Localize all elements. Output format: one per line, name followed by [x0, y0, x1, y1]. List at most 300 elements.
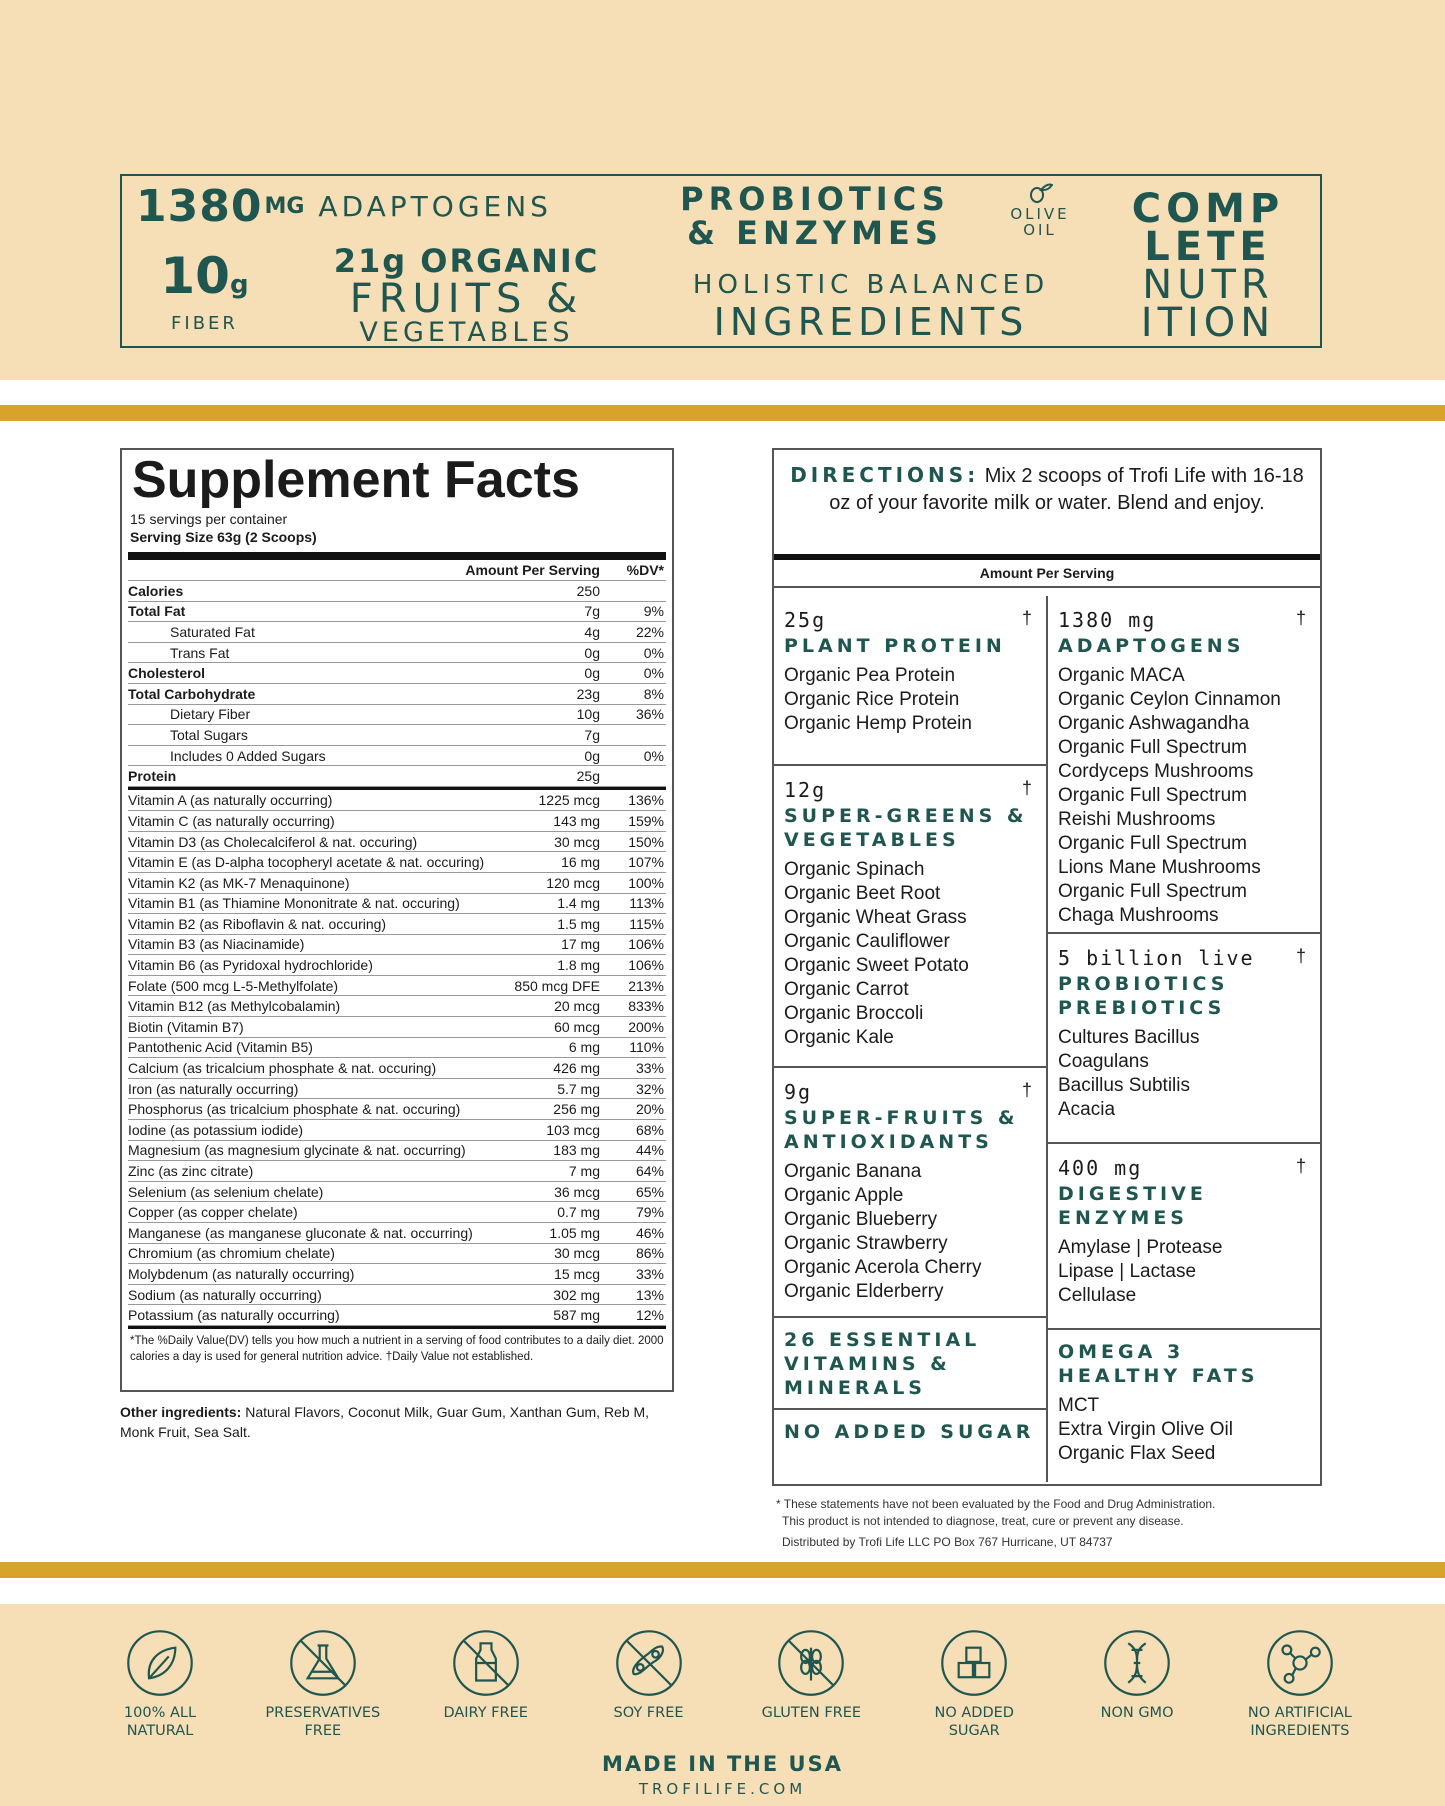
badge-label-line-1: 100% ALL: [123, 1705, 197, 1721]
vitamin-row: [128, 955, 666, 976]
nutrient-amount: 0g: [406, 745, 606, 766]
badge-label-line-1: NON GMO: [1100, 1705, 1174, 1721]
ingredient-item: Coagulans: [1058, 1051, 1149, 1072]
badge-label-line-2: NATURAL: [126, 1723, 194, 1739]
ingredient-item: Organic Apple: [784, 1185, 904, 1206]
directions-body: Mix 2 scoops of Trofi Life with 16-18 oz of your favorite milk or water. Blend and enjoy.: [829, 465, 1304, 514]
macro-row: [128, 642, 666, 663]
olive-oil-feature: [984, 176, 1096, 258]
nutrient-dv: [606, 581, 666, 602]
dagger-mark: †: [1295, 1156, 1306, 1176]
ingredient-item: MCT: [1058, 1395, 1100, 1416]
vitamin-amount: 103 mcg: [496, 1120, 606, 1141]
block-items: [1058, 664, 1310, 928]
vitamin-name: Calcium (as tricalcium phosphate & nat. occuring): [128, 1058, 496, 1079]
badge-label-line-1: NO ARTIFICIAL: [1247, 1705, 1352, 1721]
ingredient-item: Organic Full Spectrum: [1058, 785, 1248, 806]
badge-label: [1230, 1704, 1370, 1740]
ingredient-item: Organic Ashwagandha: [1058, 713, 1250, 734]
nutrient-amount: 23g: [406, 684, 606, 705]
nutrient-dv: 36%: [606, 704, 666, 725]
supplement-facts-panel: [120, 448, 674, 1392]
ingredient-item: Organic Full Spectrum: [1058, 881, 1248, 902]
vitamin-name: Potassium (as naturally occurring): [128, 1305, 496, 1326]
block-amount: 400 mg: [1058, 1156, 1143, 1180]
nutrient-dv: 8%: [606, 684, 666, 705]
nutrient-dv: [606, 725, 666, 746]
macro-row: [128, 766, 666, 787]
ingredient-item: Chaga Mushrooms: [1058, 905, 1219, 926]
sugar-cubes-icon: [939, 1628, 1009, 1698]
macro-row: [128, 601, 666, 622]
ingredient-item: Cellulase: [1058, 1285, 1137, 1306]
nutrient-dv: 0%: [606, 663, 666, 684]
amount-per-serving-header: Amount Per Serving: [406, 560, 606, 581]
vitamin-amount: 850 mcg DFE: [496, 975, 606, 996]
vitamin-dv: 12%: [606, 1305, 666, 1326]
gold-divider-bottom: [0, 1562, 1445, 1578]
block-items: [1058, 1394, 1310, 1466]
fruits-feature: [287, 236, 646, 348]
macro-row: [128, 622, 666, 643]
nutrient-dv: 9%: [606, 601, 666, 622]
vitamin-row: [128, 1058, 666, 1079]
vitamin-amount: 17 mg: [496, 934, 606, 955]
other-ingredients-text: Natural Flavors, Coconut Milk, Guar Gum, Xanthan Gum, Reb M, Monk Fruit, Sea Salt.: [120, 1404, 650, 1440]
block-items: [784, 1160, 1036, 1304]
vitamin-amount: 30 mcg: [496, 1243, 606, 1264]
nutrient-name: Total Fat: [128, 601, 406, 622]
vitamin-row: [128, 1161, 666, 1182]
feature-grid: [120, 174, 1322, 348]
nutrient-name: Saturated Fat: [128, 622, 406, 643]
vitamin-amount: 30 mcg: [496, 831, 606, 852]
badge: [1067, 1628, 1207, 1740]
fiber-label: FIBER: [171, 313, 238, 334]
vitamin-amount: 1225 mcg: [496, 790, 606, 811]
block-amount: 12g: [784, 778, 827, 802]
vitamin-name: Vitamin B12 (as Methylcobalamin): [128, 996, 496, 1017]
ingredient-item: Organic Wheat Grass: [784, 907, 967, 928]
ingredient-block: [774, 1068, 1046, 1318]
ingredient-block: [774, 1318, 1046, 1410]
vitamin-dv: 65%: [606, 1181, 666, 1202]
vitamin-row: [128, 852, 666, 873]
fruits-line-3: VEGETABLES: [359, 317, 574, 348]
block-title: 26 ESSENTIAL VITAMINS & MINERALS: [784, 1329, 981, 1399]
top-banner: [0, 0, 1445, 380]
block-amount: 25g: [784, 608, 827, 632]
vitamin-amount: 1.05 mg: [496, 1223, 606, 1244]
facts-table: [128, 560, 666, 787]
vitamin-name: Sodium (as naturally occurring): [128, 1284, 496, 1305]
gold-divider-top: [0, 405, 1445, 421]
disclaimer: [776, 1496, 1336, 1551]
dagger-mark: †: [1295, 608, 1306, 628]
vitamin-name: Biotin (Vitamin B7): [128, 1017, 496, 1038]
vitamin-row: [128, 1099, 666, 1120]
vitamin-row: [128, 1264, 666, 1285]
nutrient-name: Protein: [128, 766, 406, 787]
nutrient-amount: 4g: [406, 622, 606, 643]
nutrient-dv: 0%: [606, 642, 666, 663]
nutrient-dv: 0%: [606, 745, 666, 766]
vitamin-row: [128, 893, 666, 914]
complete-line-3: NUTR: [1142, 262, 1274, 308]
vitamin-row: [128, 1243, 666, 1264]
ingredient-item: Amylase | Protease: [1058, 1237, 1223, 1258]
ingredient-block: [1048, 596, 1320, 934]
complete-line-1: COMP: [1131, 186, 1285, 232]
milk-bottle-icon: [451, 1628, 521, 1698]
vitamin-name: Iodine (as potassium iodide): [128, 1120, 496, 1141]
complete-line-4: ITION: [1140, 300, 1276, 346]
vitamin-amount: 183 mg: [496, 1140, 606, 1161]
vitamin-amount: 302 mg: [496, 1284, 606, 1305]
block-title: PROBIOTICS PREBIOTICS: [1058, 973, 1229, 1019]
vitamin-row: [128, 811, 666, 832]
fruits-line-2: FRUITS &: [349, 276, 584, 322]
ingredient-item: Organic Hemp Protein: [784, 713, 972, 734]
badge: [416, 1628, 556, 1740]
ingredient-item: Lipase | Lactase: [1058, 1261, 1197, 1282]
vitamin-name: Vitamin K2 (as MK-7 Menaquinone): [128, 872, 496, 893]
badge-row: [90, 1628, 1370, 1740]
vitamin-dv: 106%: [606, 934, 666, 955]
adaptogens-unit: MG: [264, 193, 305, 219]
block-amount: 9g: [784, 1080, 813, 1104]
vitamin-amount: 6 mg: [496, 1037, 606, 1058]
probiotics-line-1: PROBIOTICS: [680, 180, 950, 218]
vitamin-dv: 113%: [606, 893, 666, 914]
vitamin-row: [128, 934, 666, 955]
ingredient-item: Organic Full Spectrum: [1058, 737, 1248, 758]
nutrient-name: Total Sugars: [128, 725, 406, 746]
bottom-banner: [0, 1604, 1445, 1806]
vitamin-dv: 115%: [606, 914, 666, 935]
complete-nutrition-feature: [1096, 176, 1320, 348]
vitamin-row: [128, 1181, 666, 1202]
holistic-line-2: INGREDIENTS: [713, 300, 1029, 344]
supplement-facts-title: Supplement Facts: [132, 451, 580, 509]
facts-header-row: [128, 560, 666, 581]
ingredient-item: Organic Pea Protein: [784, 665, 956, 686]
vitamin-name: Vitamin B2 (as Riboflavin & nat. occuring): [128, 914, 496, 935]
fiber-unit: g: [229, 270, 249, 300]
ingredient-block: [1048, 934, 1320, 1144]
vitamin-row: [128, 996, 666, 1017]
vitamin-name: Pantothenic Acid (Vitamin B5): [128, 1037, 496, 1058]
vitamin-row: [128, 1017, 666, 1038]
vitamin-dv: 44%: [606, 1140, 666, 1161]
dv-header: %DV*: [606, 560, 666, 581]
vitamin-name: Vitamin A (as naturally occurring): [128, 790, 496, 811]
nutrient-amount: 10g: [406, 704, 606, 725]
nutrient-amount: 0g: [406, 642, 606, 663]
ingredients-left-column: [774, 596, 1048, 1482]
vitamin-name: Vitamin B3 (as Niacinamide): [128, 934, 496, 955]
vitamin-dv: 136%: [606, 790, 666, 811]
macro-row: [128, 684, 666, 705]
ingredient-item: Extra Virgin Olive Oil: [1058, 1419, 1233, 1440]
probiotics-feature: [646, 176, 984, 258]
fiber-feature: [122, 236, 287, 348]
directions-text: [774, 450, 1320, 560]
badge: [90, 1628, 230, 1740]
vitamin-dv: 159%: [606, 811, 666, 832]
ingredients-right-column: [1048, 596, 1320, 1478]
serving-size: Serving Size 63g (2 Scoops): [130, 529, 317, 545]
vitamin-dv: 79%: [606, 1202, 666, 1223]
block-title: NO ADDED SUGAR: [784, 1421, 1035, 1443]
macro-row: [128, 745, 666, 766]
vitamin-name: Vitamin B6 (as Pyridoxal hydrochloride): [128, 955, 496, 976]
ingredient-item: Organic MACA: [1058, 665, 1185, 686]
nutrient-name: Trans Fat: [128, 642, 406, 663]
badge-label: [741, 1704, 881, 1722]
vitamin-row: [128, 1140, 666, 1161]
thick-rule: [128, 552, 666, 560]
nutrient-amount: 0g: [406, 663, 606, 684]
nutrient-name: Includes 0 Added Sugars: [128, 745, 406, 766]
vitamin-dv: 200%: [606, 1017, 666, 1038]
ingredient-item: Organic Strawberry: [784, 1233, 948, 1254]
badge-label: [904, 1704, 1044, 1740]
block-items: [1058, 1026, 1310, 1122]
website-text: TROFILIFE.COM: [638, 1780, 807, 1798]
nutrient-amount: 7g: [406, 725, 606, 746]
badge-label: [1067, 1704, 1207, 1722]
vitamin-dv: 33%: [606, 1058, 666, 1079]
vitamin-row: [128, 831, 666, 852]
vitamin-dv: 68%: [606, 1120, 666, 1141]
vitamin-dv: 20%: [606, 1099, 666, 1120]
vitamin-amount: 16 mg: [496, 852, 606, 873]
nutrient-amount: 25g: [406, 766, 606, 787]
ingredient-item: Lions Mane Mushrooms: [1058, 857, 1261, 878]
ingredient-item: Organic Blueberry: [784, 1209, 938, 1230]
badge-label-line-1: SOY FREE: [613, 1705, 684, 1721]
vitamin-dv: 46%: [606, 1223, 666, 1244]
header-blank: [128, 560, 406, 581]
vitamin-dv: 86%: [606, 1243, 666, 1264]
vitamin-amount: 7 mg: [496, 1161, 606, 1182]
ingredient-item: Acacia: [1058, 1099, 1116, 1120]
ingredient-item: Organic Spinach: [784, 859, 925, 880]
vitamin-amount: 256 mg: [496, 1099, 606, 1120]
block-amount: 1380 mg: [1058, 608, 1157, 632]
badge-label: [416, 1704, 556, 1722]
ingredient-block: [774, 1410, 1046, 1482]
ingredient-item: Cordyceps Mushrooms: [1058, 761, 1254, 782]
vitamin-dv: 110%: [606, 1037, 666, 1058]
ingredient-item: Organic Flax Seed: [1058, 1443, 1216, 1464]
ingredient-item: Organic Elderberry: [784, 1281, 944, 1302]
ingredient-item: Organic Ceylon Cinnamon: [1058, 689, 1281, 710]
vitamin-name: Selenium (as selenium chelate): [128, 1181, 496, 1202]
fiber-number: [122, 248, 287, 313]
vitamin-name: Vitamin B1 (as Thiamine Mononitrate & nat. occuring): [128, 893, 496, 914]
ingredient-block: [774, 596, 1046, 766]
vitamin-row: [128, 1037, 666, 1058]
vitamins-table: [128, 790, 666, 1326]
disclaimer-line-1: * These statements have not been evaluated by the Food and Drug Administration.: [776, 1497, 1216, 1511]
vitamin-row: [128, 1284, 666, 1305]
badge: [579, 1628, 719, 1740]
made-in-usa: [0, 1752, 1445, 1798]
macro-row: [128, 663, 666, 684]
ingredient-item: Organic Cauliflower: [784, 931, 950, 952]
block-title: DIGESTIVE ENZYMES: [1058, 1183, 1207, 1229]
badge-label-line-2: FREE: [304, 1723, 342, 1739]
holistic-line-1: HOLISTIC BALANCED: [692, 270, 1050, 300]
dagger-mark: †: [1021, 1080, 1032, 1100]
badge-label-line-1: NO ADDED: [934, 1705, 1014, 1721]
ingredient-item: Organic Banana: [784, 1161, 922, 1182]
ingredient-block: [1048, 1330, 1320, 1478]
ingredient-item: Organic Carrot: [784, 979, 909, 1000]
badge-label: [90, 1704, 230, 1740]
adaptogens-feature: [122, 176, 646, 236]
vitamin-row: [128, 1305, 666, 1326]
block-amount: 5 billion live: [1058, 946, 1255, 970]
vitamin-dv: 213%: [606, 975, 666, 996]
vitamin-name: Magnesium (as magnesium glycinate & nat. occurring): [128, 1140, 496, 1161]
ingredient-item: Organic Beet Root: [784, 883, 941, 904]
olive-line-1: OLIVE: [1010, 205, 1070, 223]
vitamin-amount: 143 mg: [496, 811, 606, 832]
adaptogens-label: ADAPTOGENS: [318, 189, 552, 223]
vitamin-dv: 150%: [606, 831, 666, 852]
block-title: OMEGA 3 HEALTHY FATS: [1058, 1341, 1259, 1387]
vitamin-name: Vitamin E (as D-alpha tocopheryl acetate & nat. occuring): [128, 852, 496, 873]
holistic-feature: [646, 258, 1096, 348]
fiber-value: 10: [160, 247, 230, 305]
ingredient-item: Organic Full Spectrum: [1058, 833, 1248, 854]
badge: [904, 1628, 1044, 1740]
ingredient-item: Reishi Mushrooms: [1058, 809, 1216, 830]
directions-panel: [772, 448, 1322, 1486]
badge-label: [253, 1704, 393, 1740]
vitamin-row: [128, 872, 666, 893]
ingredient-item: Organic Rice Protein: [784, 689, 960, 710]
nutrient-name: Dietary Fiber: [128, 704, 406, 725]
dagger-mark: †: [1021, 608, 1032, 628]
badge-label-line-1: GLUTEN FREE: [761, 1705, 862, 1721]
vitamin-amount: 426 mg: [496, 1058, 606, 1079]
vitamin-row: [128, 1202, 666, 1223]
other-ingredients-label: Other ingredients:: [120, 1404, 242, 1420]
badge: [253, 1628, 393, 1740]
macro-row: [128, 704, 666, 725]
olive-icon: [1027, 182, 1053, 204]
vitamin-name: Vitamin D3 (as Cholecalciferol & nat. occuring): [128, 831, 496, 852]
ingredient-item: Organic Sweet Potato: [784, 955, 969, 976]
fruits-line-1: 21g ORGANIC: [333, 242, 600, 280]
badge-label-line-2: SUGAR: [948, 1723, 1000, 1739]
vitamin-amount: 15 mcg: [496, 1264, 606, 1285]
nutrient-dv: 22%: [606, 622, 666, 643]
vitamin-row: [128, 1120, 666, 1141]
block-title: SUPER-FRUITS & ANTIOXIDANTS: [784, 1107, 1019, 1153]
ingredient-block: [1048, 1144, 1320, 1330]
vitamin-amount: 0.7 mg: [496, 1202, 606, 1223]
ingredient-item: Cultures Bacillus: [1058, 1027, 1200, 1048]
vitamin-amount: 120 mcg: [496, 872, 606, 893]
vitamin-dv: 107%: [606, 852, 666, 873]
leaf-icon: [125, 1628, 195, 1698]
block-title: ADAPTOGENS: [1058, 635, 1245, 657]
other-ingredients: [120, 1402, 680, 1442]
soybean-icon: [614, 1628, 684, 1698]
nutrient-amount: 250: [406, 581, 606, 602]
block-title: SUPER-GREENS & VEGETABLES: [784, 805, 1028, 851]
vitamin-amount: 60 mcg: [496, 1017, 606, 1038]
vitamin-row: [128, 1078, 666, 1099]
vitamin-name: Zinc (as zinc citrate): [128, 1161, 496, 1182]
disclaimer-line-2: This product is not intended to diagnose, treat, cure or prevent any disease.: [782, 1514, 1184, 1528]
distributor: Distributed by Trofi Life LLC PO Box 767 Hurricane, UT 84737: [782, 1535, 1113, 1549]
vitamin-row: [128, 975, 666, 996]
flask-icon: [288, 1628, 358, 1698]
vitamin-name: Vitamin C (as naturally occurring): [128, 811, 496, 832]
vitamin-dv: 64%: [606, 1161, 666, 1182]
vitamin-amount: 587 mg: [496, 1305, 606, 1326]
made-in-usa-text: MADE IN THE USA: [602, 1752, 843, 1776]
nutrient-name: Total Carbohydrate: [128, 684, 406, 705]
vitamin-amount: 1.5 mg: [496, 914, 606, 935]
molecule-icon: [1265, 1628, 1335, 1698]
vitamin-dv: 106%: [606, 955, 666, 976]
vitamin-row: [128, 1223, 666, 1244]
complete-line-2: LETE: [1144, 224, 1272, 270]
dagger-mark: †: [1021, 778, 1032, 798]
badge-label-line-1: PRESERVATIVES: [265, 1705, 381, 1721]
ingredient-item: Bacillus Subtilis: [1058, 1075, 1190, 1096]
vitamin-name: Iron (as naturally occurring): [128, 1078, 496, 1099]
vitamin-name: Folate (500 mcg L-5-Methylfolate): [128, 975, 496, 996]
vitamin-name: Copper (as copper chelate): [128, 1202, 496, 1223]
ingredient-item: Organic Broccoli: [784, 1003, 924, 1024]
vitamin-row: [128, 790, 666, 811]
vitamin-name: Molybdenum (as naturally occurring): [128, 1264, 496, 1285]
block-items: [1058, 1236, 1310, 1308]
vitamin-row: [128, 914, 666, 935]
badge: [741, 1628, 881, 1740]
adaptogens-number: 1380: [136, 180, 263, 232]
vitamin-amount: 5.7 mg: [496, 1078, 606, 1099]
vitamin-name: Manganese (as manganese gluconate & nat. occurring): [128, 1223, 496, 1244]
nutrient-dv: [606, 766, 666, 787]
block-items: [784, 664, 1036, 736]
amount-per-serving-label: Amount Per Serving: [774, 560, 1320, 588]
servings-per-container: 15 servings per container: [130, 511, 288, 527]
wheat-icon: [776, 1628, 846, 1698]
vitamin-amount: 36 mcg: [496, 1181, 606, 1202]
vitamin-name: Chromium (as chromium chelate): [128, 1243, 496, 1264]
vitamin-dv: 32%: [606, 1078, 666, 1099]
badge-label-line-2: INGREDIENTS: [1250, 1723, 1350, 1739]
vitamin-dv: 13%: [606, 1284, 666, 1305]
vitamin-name: Phosphorus (as tricalcium phosphate & nat. occuring): [128, 1099, 496, 1120]
ingredient-block: [774, 766, 1046, 1068]
macro-row: [128, 581, 666, 602]
vitamin-amount: 1.4 mg: [496, 893, 606, 914]
probiotics-line-2: & ENZYMES: [687, 214, 943, 252]
badge-label-line-1: DAIRY FREE: [443, 1705, 528, 1721]
ingredient-item: Organic Acerola Cherry: [784, 1257, 982, 1278]
vitamin-dv: 33%: [606, 1264, 666, 1285]
